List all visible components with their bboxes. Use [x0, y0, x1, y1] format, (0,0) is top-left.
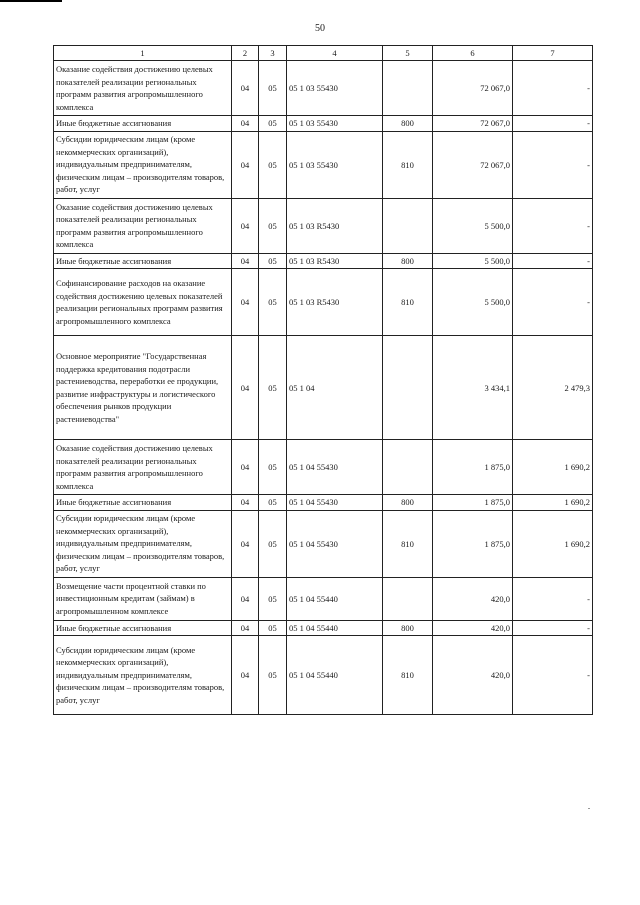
cell-expense-type	[383, 336, 433, 440]
table-row	[54, 198, 593, 253]
cell-amount-1: 5 500,0	[433, 269, 513, 336]
cell-name: Иные бюджетные ассигнования	[54, 253, 232, 269]
cell-target-code: 05 1 04 55440	[287, 577, 383, 620]
cell-amount-2: 2 479,3	[513, 336, 593, 440]
col-header-4: 4	[287, 46, 383, 61]
cell-amount-2: -	[513, 636, 593, 715]
cell-amount-1: 420,0	[433, 636, 513, 715]
cell-name: Иные бюджетные ассигнования	[54, 620, 232, 636]
cell-section: 04	[232, 336, 259, 440]
cell-amount-2: 1 690,2	[513, 495, 593, 511]
cell-section: 04	[232, 495, 259, 511]
cell-subsection: 05	[259, 620, 287, 636]
cell-subsection: 05	[259, 253, 287, 269]
cell-amount-1: 420,0	[433, 620, 513, 636]
cell-expense-type	[383, 61, 433, 116]
scan-speck	[588, 808, 590, 809]
cell-name: Иные бюджетные ассигнования	[54, 116, 232, 132]
corner-mark	[0, 0, 62, 2]
cell-target-code: 05 1 04 55430	[287, 510, 383, 577]
cell-subsection: 05	[259, 636, 287, 715]
cell-expense-type: 810	[383, 510, 433, 577]
cell-amount-2: -	[513, 577, 593, 620]
cell-expense-type: 800	[383, 253, 433, 269]
cell-target-code: 05 1 03 55430	[287, 61, 383, 116]
cell-amount-2: -	[513, 131, 593, 198]
cell-target-code: 05 1 04 55440	[287, 636, 383, 715]
cell-section: 04	[232, 61, 259, 116]
col-header-1: 1	[54, 46, 232, 61]
cell-name: Основное мероприятие "Государственная поддержка кредитования подотрасли растениеводства, переработки ее продукции, развитие инфраструктуры и логистического обеспечения рынков продукции растениеводства"	[54, 336, 232, 440]
cell-amount-1: 5 500,0	[433, 198, 513, 253]
cell-section: 04	[232, 510, 259, 577]
cell-name: Субсидии юридическим лицам (кроме некоммерческих организаций), индивидуальным предпринимателям, физическим лицам – производителям товаров, работ, услуг	[54, 510, 232, 577]
cell-subsection: 05	[259, 510, 287, 577]
cell-name: Оказание содействия достижению целевых показателей реализации региональных программ развития агропромышленного комплекса	[54, 198, 232, 253]
cell-amount-1: 72 067,0	[433, 61, 513, 116]
cell-expense-type: 810	[383, 269, 433, 336]
cell-expense-type: 800	[383, 116, 433, 132]
cell-name: Возмещение части процентной ставки по инвестиционным кредитам (займам) в агропромышленном комплексе	[54, 577, 232, 620]
col-header-5: 5	[383, 46, 433, 61]
cell-amount-1: 1 875,0	[433, 510, 513, 577]
table-row	[54, 131, 593, 198]
cell-amount-2: -	[513, 620, 593, 636]
cell-subsection: 05	[259, 198, 287, 253]
cell-section: 04	[232, 253, 259, 269]
cell-name: Иные бюджетные ассигнования	[54, 495, 232, 511]
cell-expense-type: 810	[383, 131, 433, 198]
cell-name: Софинансирование расходов на оказание содействия достижению целевых показателей реализации региональных программ развития агропромышленного комплекса	[54, 269, 232, 336]
col-header-3: 3	[259, 46, 287, 61]
cell-target-code: 05 1 04 55440	[287, 620, 383, 636]
cell-amount-1: 72 067,0	[433, 131, 513, 198]
cell-subsection: 05	[259, 269, 287, 336]
col-header-6: 6	[433, 46, 513, 61]
cell-section: 04	[232, 577, 259, 620]
cell-target-code: 05 1 04 55430	[287, 495, 383, 511]
header-row	[54, 46, 593, 61]
cell-subsection: 05	[259, 440, 287, 495]
cell-expense-type: 810	[383, 636, 433, 715]
cell-name: Субсидии юридическим лицам (кроме некоммерческих организаций), индивидуальным предпринимателям, физическим лицам – производителям товаров, работ, услуг	[54, 636, 232, 715]
table-row	[54, 116, 593, 132]
cell-amount-1: 5 500,0	[433, 253, 513, 269]
cell-section: 04	[232, 620, 259, 636]
cell-section: 04	[232, 269, 259, 336]
table-row	[54, 577, 593, 620]
cell-amount-1: 1 875,0	[433, 495, 513, 511]
cell-subsection: 05	[259, 116, 287, 132]
cell-section: 04	[232, 636, 259, 715]
cell-expense-type	[383, 440, 433, 495]
cell-section: 04	[232, 131, 259, 198]
cell-subsection: 05	[259, 131, 287, 198]
cell-target-code: 05 1 03 55430	[287, 131, 383, 198]
cell-amount-2: -	[513, 61, 593, 116]
page-number: 50	[315, 23, 325, 34]
table-row	[54, 253, 593, 269]
cell-name: Оказание содействия достижению целевых показателей реализации региональных программ развития агропромышленного комплекса	[54, 440, 232, 495]
cell-expense-type	[383, 198, 433, 253]
cell-amount-1: 420,0	[433, 577, 513, 620]
cell-subsection: 05	[259, 577, 287, 620]
cell-amount-2: 1 690,2	[513, 440, 593, 495]
cell-section: 04	[232, 198, 259, 253]
table-row	[54, 440, 593, 495]
cell-expense-type: 800	[383, 620, 433, 636]
cell-name: Субсидии юридическим лицам (кроме некоммерческих организаций), индивидуальным предпринимателям, физическим лицам – производителям товаров, работ, услуг	[54, 131, 232, 198]
cell-target-code: 05 1 04 55430	[287, 440, 383, 495]
cell-name: Оказание содействия достижению целевых показателей реализации региональных программ развития агропромышленного комплекса	[54, 61, 232, 116]
col-header-2: 2	[232, 46, 259, 61]
cell-expense-type	[383, 577, 433, 620]
cell-subsection: 05	[259, 495, 287, 511]
cell-subsection: 05	[259, 61, 287, 116]
cell-amount-2: -	[513, 198, 593, 253]
cell-section: 04	[232, 440, 259, 495]
cell-section: 04	[232, 116, 259, 132]
cell-amount-1: 72 067,0	[433, 116, 513, 132]
table-row	[54, 636, 593, 715]
col-header-7: 7	[513, 46, 593, 61]
cell-target-code: 05 1 03 R5430	[287, 269, 383, 336]
budget-table	[53, 45, 593, 715]
cell-amount-2: -	[513, 116, 593, 132]
table-row	[54, 336, 593, 440]
cell-amount-2: -	[513, 269, 593, 336]
table-row	[54, 620, 593, 636]
cell-target-code: 05 1 03 R5430	[287, 198, 383, 253]
cell-expense-type: 800	[383, 495, 433, 511]
cell-amount-1: 1 875,0	[433, 440, 513, 495]
table-row	[54, 61, 593, 116]
cell-target-code: 05 1 03 55430	[287, 116, 383, 132]
table-row	[54, 269, 593, 336]
table-row	[54, 495, 593, 511]
cell-amount-2: 1 690,2	[513, 510, 593, 577]
cell-target-code: 05 1 04	[287, 336, 383, 440]
cell-subsection: 05	[259, 336, 287, 440]
cell-amount-1: 3 434,1	[433, 336, 513, 440]
cell-amount-2: -	[513, 253, 593, 269]
cell-target-code: 05 1 03 R5430	[287, 253, 383, 269]
table-row	[54, 510, 593, 577]
